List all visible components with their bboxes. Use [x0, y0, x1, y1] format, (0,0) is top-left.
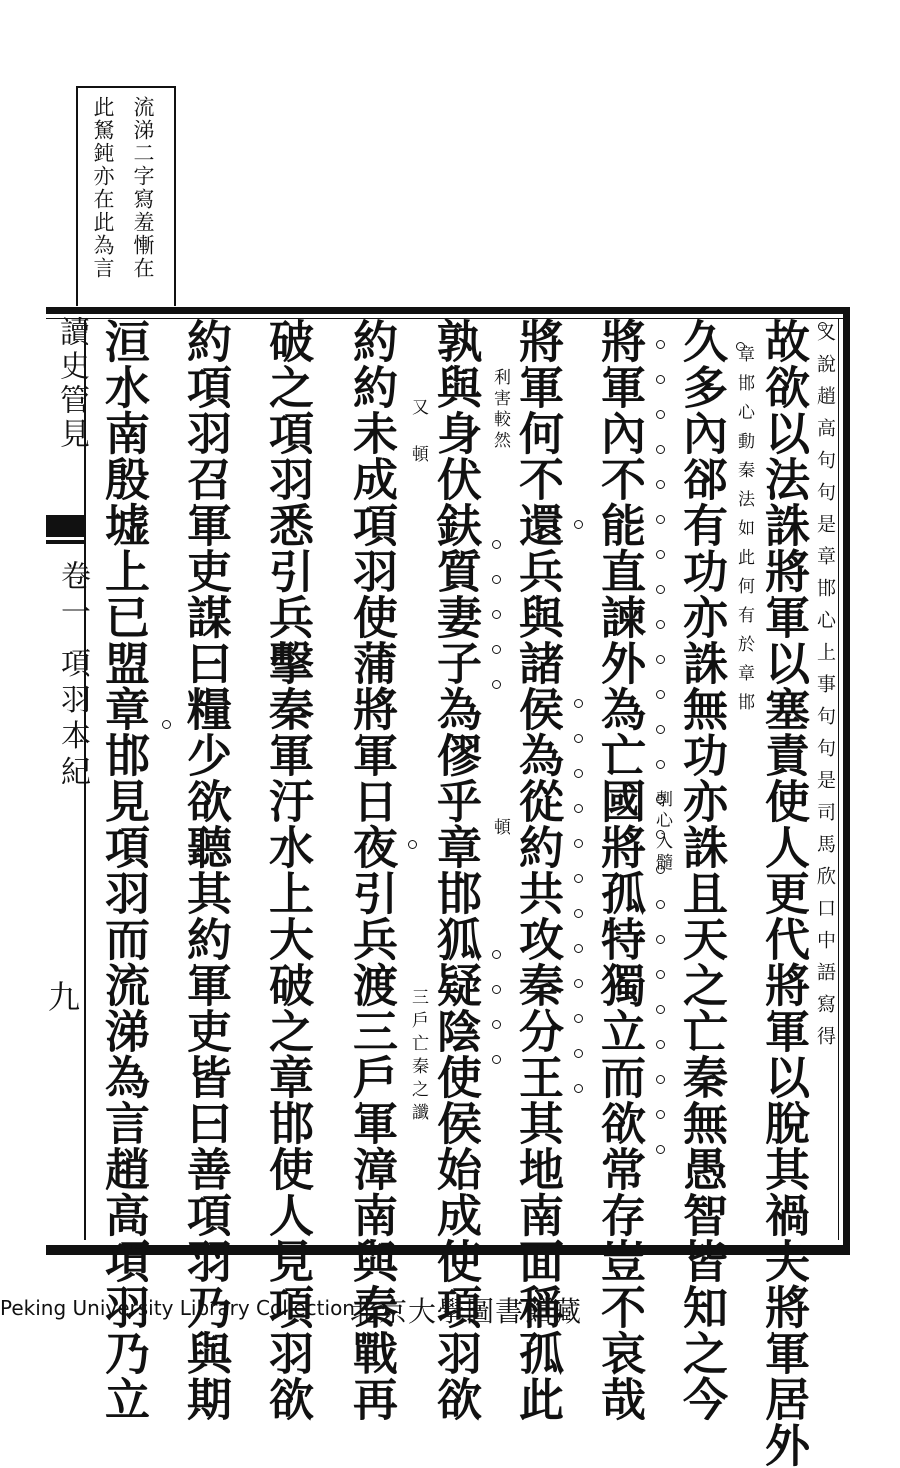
annotation-6: 又頓	[408, 398, 428, 492]
circle-marks-3	[656, 340, 664, 1180]
fishtail-rule	[46, 540, 84, 544]
page-number: 九	[48, 978, 81, 1016]
footer-collection-label: Peking University Library Collection	[0, 1296, 355, 1320]
marginal-note-col-1: 流涕二字寫羞慚在	[131, 96, 155, 280]
fishtail-mark	[46, 515, 84, 537]
circle-marks-1	[818, 322, 826, 357]
marginal-note-col-2: 此駑鈍亦在此為言	[91, 96, 115, 280]
book-title: 讀史管見	[54, 316, 89, 452]
text-column-4: 將軍何不還兵與諸侯為從約共攻秦分王其地南面稱孤此	[511, 318, 564, 1422]
text-column-7: 破之項羽悉引兵擊秦軍汙水上大破之章邯使人見項羽欲	[261, 318, 314, 1422]
text-column-5: 孰與身伏鈇質妻子為僇乎章邯狐疑陰使侯始成使項羽欲	[429, 318, 482, 1422]
circle-marks-2	[736, 342, 744, 377]
text-column-9: 洹水南殷墟上已盟章邯見項羽而流涕為言趙高項羽乃立	[97, 318, 150, 1422]
circle-marks-7	[408, 840, 416, 875]
text-column-1: 故欲以法誅將軍以塞責使人更代將軍以脫其禍夫將軍居外	[757, 318, 810, 1468]
annotation-5: 頓	[490, 818, 510, 847]
text-column-8: 約項羽召軍吏謀曰糧少欲聽其約軍吏皆曰善項羽乃與期	[179, 318, 232, 1422]
text-column-3: 將軍內不能直諫外為亡國將孤特獨立而欲常存豈不哀哉	[593, 318, 646, 1422]
text-column-2: 久多內郤有功亦誅無功亦誅且天之亡秦無愚智皆知之今	[675, 318, 728, 1422]
annotation-4: 利害較然	[490, 368, 510, 452]
marginal-note-box	[76, 86, 176, 306]
annotation-7: 三戶亡秦之讖	[408, 988, 428, 1126]
footer-collection-label-cn: 北京大學圖書館藏	[350, 1295, 583, 1328]
circle-marks-6	[492, 950, 500, 1090]
circle-marks-8	[162, 720, 170, 755]
text-column-6: 約約未成項羽使蒲將軍日夜引兵渡三戶軍漳南與秦戰再	[345, 318, 398, 1422]
circle-marks-5	[492, 340, 500, 715]
annotation-1: 又說趙高句句是章邯心上事句句是司馬欣口中語寫得	[814, 322, 836, 1058]
annotation-2: 章邯心動秦法如此何有於章邯	[734, 345, 754, 722]
circle-marks-4	[574, 520, 582, 1119]
annotation-3: 剸心入髓	[652, 790, 672, 874]
chapter-title: 卷一 項羽本紀	[55, 560, 90, 792]
